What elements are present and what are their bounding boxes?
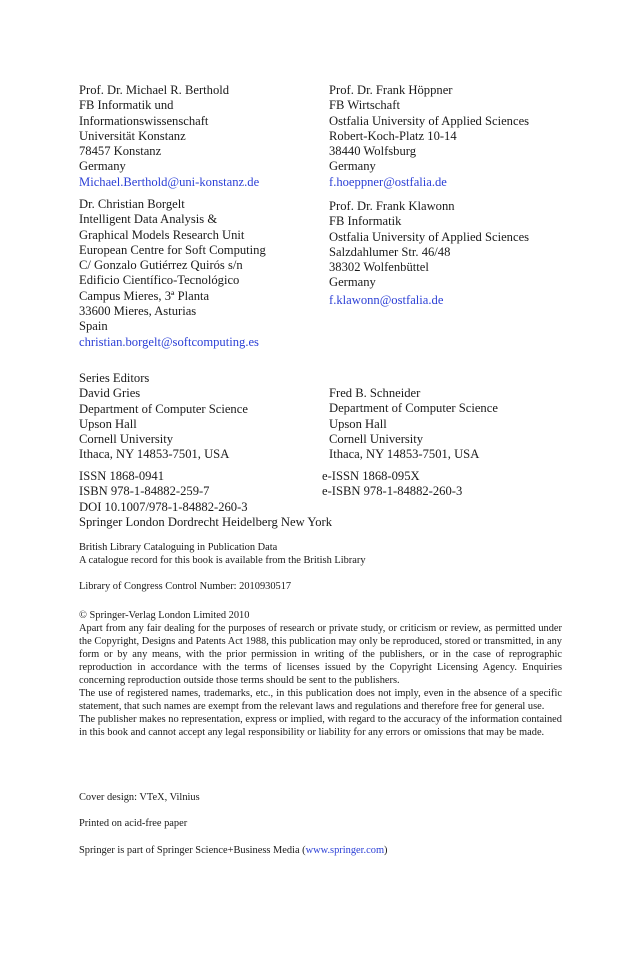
email-link[interactable]: f.hoeppner@ostfalia.de	[329, 174, 447, 189]
cover-design-text: Cover design: VTeX, Vilnius	[79, 792, 200, 803]
email-link[interactable]: christian.borgelt@softcomputing.es	[79, 334, 259, 349]
author-line: Prof. Dr. Michael R. Berthold	[79, 83, 230, 97]
editor-line: Ithaca, NY 14853-7501, USA	[329, 447, 480, 462]
editor-line: David Gries	[79, 386, 141, 401]
editor-line: Ithaca, NY 14853-7501, USA	[79, 447, 230, 462]
author-line: 78457 Konstanz	[79, 144, 162, 159]
email-link[interactable]: Michael.Berthold@uni-konstanz.de	[79, 174, 260, 189]
loc-control-number	[79, 580, 291, 593]
author-line: Campus Mieres, 3ª Planta	[79, 288, 210, 303]
springer-suffix: )	[384, 845, 388, 856]
author-line: Salzdahlumer Str. 46/48	[329, 244, 451, 259]
author-line: Prof. Dr. Frank Klawonn	[329, 199, 455, 213]
author-line: 33600 Mieres, Asturias	[79, 304, 197, 319]
series-editors-schneider	[329, 386, 498, 462]
springer-prefix: Springer is part of Springer Science+Business Media (	[79, 845, 306, 856]
author-hoeppner	[329, 83, 529, 190]
series-editors-gries	[79, 371, 248, 463]
author-line: Prof. Dr. Frank Höppner	[329, 83, 453, 97]
author-borgelt	[79, 197, 266, 350]
author-line: Ostfalia University of Applied Sciences	[329, 229, 530, 244]
legal-paragraph: Apart from any fair dealing for the purposes of research or private study, or criticism or review, as permitted under the Copyright, Designs and Patents Act 1988, this publication may only be reproduced, stored or transmitted, in any form or by any means, with the prior permission in writing of the publishers, or in the case of reprographic reproduction in accordance with the terms of licenses issued by the Copyright Licensing Agency. Enquiries concerning reproduction outside those terms should be sent to the publishers.	[79, 623, 562, 686]
author-line: Ostfalia University of Applied Sciences	[329, 113, 530, 128]
eissn: e-ISSN 1868-095X	[322, 469, 420, 483]
series-editors-heading: Series Editors	[79, 371, 150, 385]
legal-block	[79, 609, 562, 739]
identifiers-left	[79, 469, 332, 530]
cataloguing-line: British Library Cataloguing in Publication Data	[79, 542, 278, 553]
author-line: Germany	[329, 159, 376, 174]
author-line: Robert-Koch-Platz 10-14	[329, 128, 457, 143]
editor-line: Upson Hall	[79, 416, 137, 431]
editor-line: Upson Hall	[329, 416, 387, 431]
author-line: FB Informatik	[329, 214, 402, 229]
editor-line: Fred B. Schneider	[329, 386, 421, 400]
cataloguing-line: A catalogue record for this book is available from the British Library	[79, 555, 366, 566]
author-line: Germany	[329, 275, 376, 290]
editor-line: Department of Computer Science	[79, 401, 248, 416]
author-line: European Centre for Soft Computing	[79, 242, 266, 257]
legal-paragraph: The publisher makes no representation, express or implied, with regard to the accuracy of the information contained in this book and cannot accept any legal responsibility or liability for any errors or omissions that may be made.	[79, 714, 562, 738]
author-line: Intelligent Data Analysis &	[79, 212, 218, 227]
editor-line: Cornell University	[329, 431, 424, 446]
author-line: Edificio Científico-Tecnológico	[79, 273, 240, 288]
isbn: ISBN 978-1-84882-259-7	[79, 484, 210, 499]
editor-line: Department of Computer Science	[329, 401, 498, 416]
author-line: Graphical Models Research Unit	[79, 227, 245, 242]
author-line: 38302 Wolfenbüttel	[329, 260, 429, 275]
springer-line	[79, 844, 388, 857]
doi: DOI 10.1007/978-1-84882-260-3	[79, 499, 248, 514]
issn: ISSN 1868-0941	[79, 469, 165, 483]
editor-line: Cornell University	[79, 432, 174, 447]
author-line: Spain	[79, 319, 108, 334]
author-line: FB Wirtschaft	[329, 98, 400, 113]
author-line: 38440 Wolfsburg	[329, 144, 417, 159]
author-line: Germany	[79, 159, 126, 174]
author-line: Universität Konstanz	[79, 128, 186, 143]
cataloguing-block	[79, 541, 366, 567]
author-klawonn	[329, 199, 529, 308]
author-line: Dr. Christian Borgelt	[79, 197, 185, 211]
identifiers-right	[322, 469, 462, 500]
email-link[interactable]: f.klawonn@ostfalia.de	[329, 292, 444, 307]
loc-text: Library of Congress Control Number: 2010930517	[79, 581, 292, 592]
author-line: C/ Gonzalo Gutiérrez Quirós s/n	[79, 258, 243, 273]
publisher-cities: Springer London Dordrecht Heidelberg New York	[79, 514, 332, 529]
cover-design	[79, 791, 200, 804]
copyright-line: © Springer-Verlag London Limited 2010	[79, 610, 250, 621]
printed-on	[79, 817, 187, 830]
eisbn: e-ISBN 978-1-84882-260-3	[322, 484, 463, 499]
legal-paragraph: The use of registered names, trademarks, etc., in this publication does not imply, even in the absence of a specific statement, that such names are exempt from the relevant laws and regulations and therefore free for general use.	[79, 688, 562, 712]
springer-link[interactable]: www.springer.com	[305, 845, 385, 856]
author-line: FB Informatik und	[79, 98, 174, 113]
author-berthold	[79, 83, 259, 190]
printed-on-text: Printed on acid-free paper	[79, 818, 188, 829]
author-line: Informationswissenschaft	[79, 113, 209, 128]
